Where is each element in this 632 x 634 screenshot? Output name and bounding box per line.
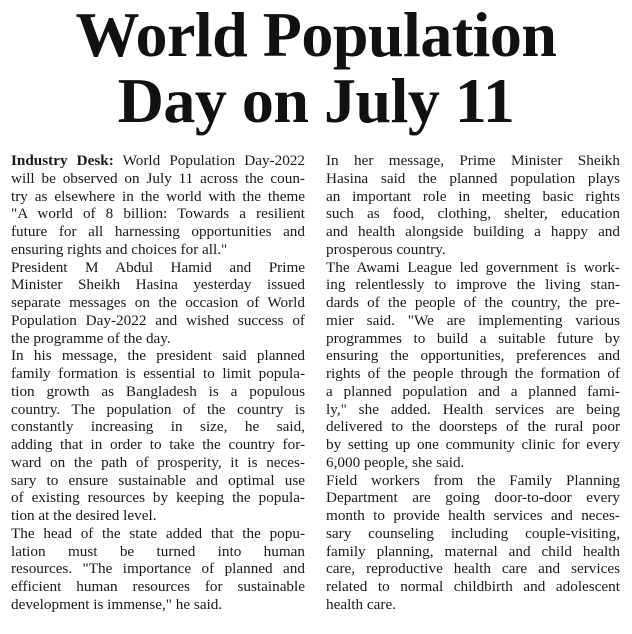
text-line: President M Abdul Hamid and Prime: [11, 258, 305, 276]
text-line: a planned population and a planned fami-: [326, 382, 620, 400]
text-line: In her message, Prime Minister Sheikh: [326, 152, 620, 169]
text-line: rights of the people through the formation of: [326, 365, 620, 382]
text-line: care, reproductive health care and services: [326, 560, 620, 578]
text-line: ing relentlessly to improve the living stan-: [326, 276, 620, 294]
text-line: an important role in meeting basic rights: [326, 187, 620, 205]
text-line: prosperous country.: [326, 240, 446, 258]
text-line: ensuring the opportunities, preferences and: [326, 347, 620, 365]
text-line: 6,000 people, she said.: [326, 453, 465, 471]
text-line: ensuring rights and choices for all.": [11, 240, 228, 258]
text-line: such as food, clothing, shelter, education: [326, 205, 620, 223]
text-line: try as elsewhere in the world with the theme: [11, 187, 305, 205]
text-line: Minister Sheikh Hasina yesterday issued: [11, 276, 305, 294]
text-line: lation must be turned into human: [11, 542, 305, 560]
article-paragraph: [11, 347, 305, 525]
text-line: tion at the desired level.: [11, 507, 157, 524]
text-line: Field workers from the Family Planning: [326, 471, 620, 489]
text-line: dards of the people of the country, the pre-: [326, 294, 620, 311]
article-paragraph: [11, 152, 305, 259]
text-line: In his message, the president said planned: [11, 347, 305, 365]
text-line: will be observed on July 11 across the coun-: [11, 169, 305, 187]
article-headline: [0, 2, 632, 134]
article-paragraph: [326, 259, 620, 472]
text-line: "A world of 8 billion: Towards a resilient: [11, 205, 305, 223]
text-line: tion growth as Bangladesh is a populous: [11, 382, 305, 400]
text-line: family planning, maternal and child health: [326, 542, 620, 560]
text-line-content: World Population Day-2022: [122, 152, 305, 169]
text-line: and health alongside building a happy and: [326, 223, 620, 240]
headline-line: Day on July 11: [117, 65, 515, 136]
text-line: month to provide health services and neces-: [326, 507, 620, 524]
text-line: resources. "The importance of planned and: [11, 560, 305, 578]
article-paragraph: [326, 152, 620, 259]
text-line: [11, 152, 305, 170]
text-line: efficient human resources for sustainable: [11, 578, 305, 595]
article-column-left: [11, 152, 305, 614]
text-line: Hasina said the planned population plays: [326, 169, 620, 187]
text-line: development is immense," he said.: [11, 595, 223, 613]
headline-line: World Population: [75, 0, 557, 70]
article-paragraph: [11, 525, 305, 614]
text-line: The Awami League led government is work-: [326, 258, 620, 276]
text-line: country. The population of the country is: [11, 400, 305, 418]
article-paragraph: [326, 472, 620, 614]
text-line: delivered to the doorsteps of the rural poor: [326, 418, 620, 436]
text-line: family formation is essential to limit popula-: [11, 365, 305, 382]
article-paragraph: [11, 259, 305, 348]
text-line: by setting up one community clinic for every: [326, 436, 620, 453]
text-line: The head of the state added that the popu-: [11, 524, 305, 542]
byline: Industry Desk:: [11, 152, 114, 169]
text-line: the programme of the day.: [11, 329, 171, 347]
text-line: Department are going door-to-door every: [326, 489, 620, 507]
text-line: separate messages on the occasion of World: [11, 294, 305, 311]
text-line: health care.: [326, 595, 396, 613]
text-line: sary to ensure sustainable and optimal use: [11, 471, 305, 489]
text-line: Population Day-2022 and wished success of: [11, 311, 305, 329]
text-line: related to normal childbirth and adolescent: [326, 578, 620, 595]
text-line: programmes to build a suitable future by: [326, 329, 620, 347]
text-line: mier said. "We are implementing various: [326, 311, 620, 329]
text-line: sary counseling including couple-visiting,: [326, 524, 620, 542]
text-line: ward on the path of prosperity, it is neces-: [11, 453, 305, 471]
text-line: of existing resources by keeping the popula-: [11, 489, 305, 507]
text-line: constantly increasing in size, he said,: [11, 418, 305, 436]
text-line: ly," she added. Health services are being: [326, 400, 620, 418]
text-line: adding that in order to take the country for-: [11, 436, 305, 453]
text-line: future for all harnessing opportunities and: [11, 223, 305, 240]
article-column-right: [326, 152, 620, 614]
